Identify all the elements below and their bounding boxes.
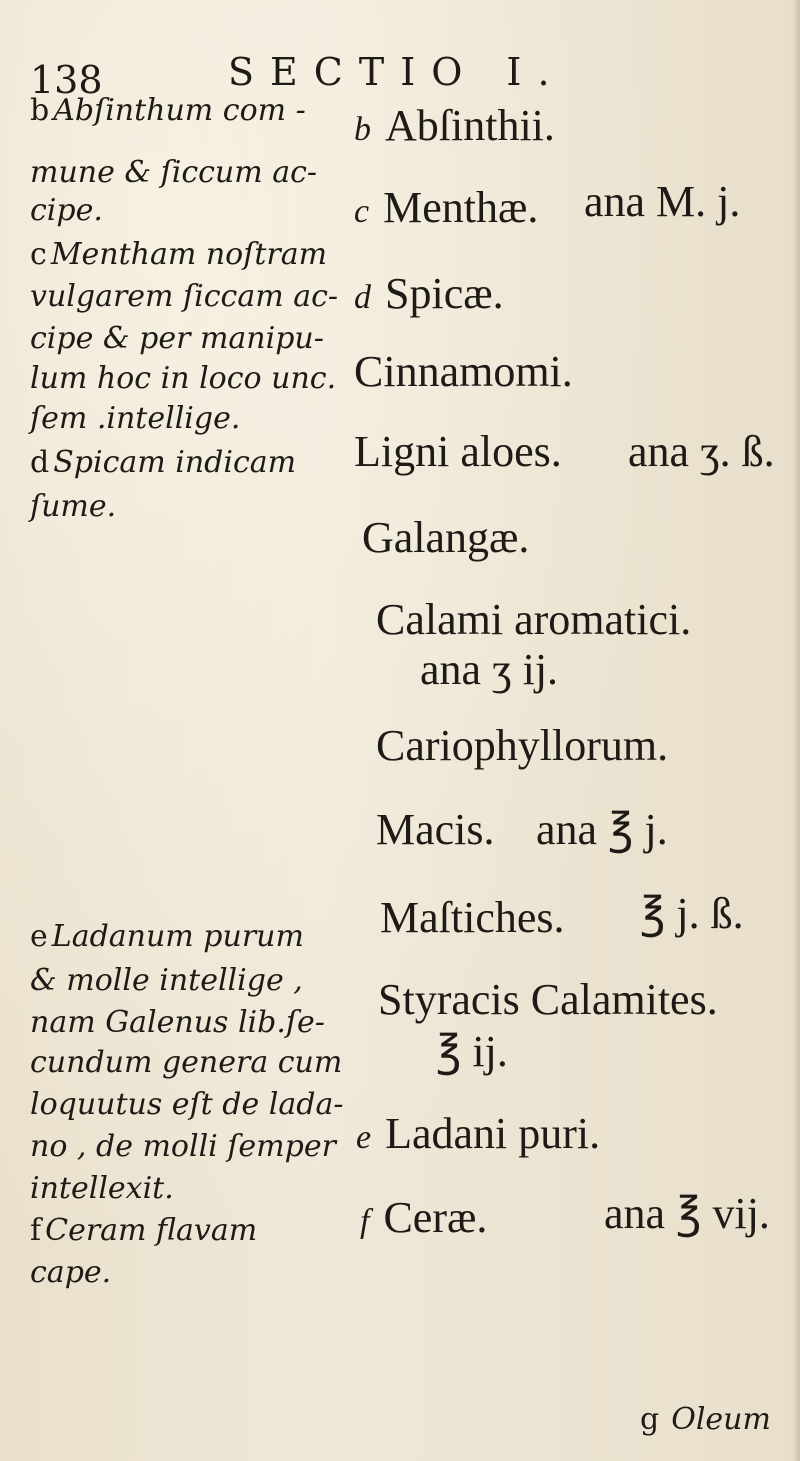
margin-note-e-line-2: & molle intellige , bbox=[30, 963, 303, 998]
recipe-qty-ligni-aloes: ana ʒ. ß. bbox=[628, 427, 775, 476]
recipe-line-spicae: d Spicæ. bbox=[354, 269, 504, 318]
recipe-line-cariophyllorum: Cariophyllorum. bbox=[376, 721, 669, 770]
margin-note-e-line-5: loquutus eſt de lada- bbox=[30, 1087, 344, 1122]
margin-note-f-line-1: f Ceram flavam bbox=[30, 1213, 258, 1248]
recipe-qty-mastiches: ℥ j. ß. bbox=[640, 889, 744, 938]
recipe-line-ligni-aloes: Ligni aloes. bbox=[354, 427, 562, 476]
recipe-line-styracis: Styracis Calamites. bbox=[378, 975, 718, 1024]
recipe-qty-menthae: ana M. j. bbox=[584, 177, 741, 226]
recipe-qty-styracis-value: ℥ ij. bbox=[436, 1027, 508, 1076]
recipe-line-cinnamomi: Cinnamomi. bbox=[354, 347, 573, 396]
recipe-line-macis: Macis. bbox=[376, 805, 495, 854]
running-head: SECTIO I. bbox=[228, 50, 566, 94]
recipe-line-galangae: Galangæ. bbox=[362, 513, 530, 562]
margin-note-f-line-2: cape. bbox=[30, 1255, 112, 1290]
page-edge-shadow bbox=[792, 0, 800, 1461]
recipe-line-menthae: c Menthæ. bbox=[354, 183, 539, 232]
catchword: g Oleum bbox=[640, 1402, 771, 1437]
margin-note-d-line-1: d Spicam indicam bbox=[30, 445, 297, 480]
margin-note-c-line-1: c Mentham noſtram bbox=[30, 237, 328, 272]
margin-note-e-line-4: cundum genera cum bbox=[30, 1045, 343, 1080]
recipe-line-cerae: f Ceræ. bbox=[360, 1193, 488, 1242]
margin-note-c-line-4: lum hoc in loco unc. bbox=[30, 361, 337, 396]
margin-note-c-line-2: vulgarem ſiccam ac- bbox=[30, 279, 339, 314]
margin-note-e-line-1: e Ladanum purum bbox=[30, 919, 304, 954]
recipe-qty-calami: ana ʒ ij. bbox=[420, 645, 559, 694]
margin-note-c-line-3: cipe & per manipu- bbox=[30, 321, 324, 356]
margin-note-c-line-5: ſem .intellige. bbox=[30, 401, 241, 436]
recipe-line-calami-aromatici: Calami aromatici. bbox=[376, 595, 692, 644]
margin-note-e-line-3: nam Galenus lib.ſe- bbox=[30, 1005, 325, 1040]
margin-note-b-line-2: mune & ſiccum ac- bbox=[30, 155, 318, 190]
margin-note-e-line-6: no , de molli ſemper bbox=[30, 1129, 336, 1164]
recipe-line-absinthii: b Abſinthii. bbox=[354, 101, 555, 150]
margin-note-b-line-1: b Abſinthum com - bbox=[30, 93, 306, 128]
recipe-line-mastiches: Maſtiches. bbox=[380, 893, 565, 942]
margin-note-d-line-2: ſume. bbox=[30, 489, 117, 524]
recipe-qty-macis: ana ℥ j. bbox=[536, 805, 668, 854]
recipe-qty-cerae: ana ℥ vij. bbox=[604, 1189, 770, 1238]
page-number: 138 bbox=[30, 58, 103, 102]
margin-note-e-line-7: intellexit. bbox=[30, 1171, 174, 1206]
margin-note-b-line-3: cipe. bbox=[30, 193, 103, 228]
recipe-line-ladani: e Ladani puri. bbox=[356, 1109, 601, 1158]
